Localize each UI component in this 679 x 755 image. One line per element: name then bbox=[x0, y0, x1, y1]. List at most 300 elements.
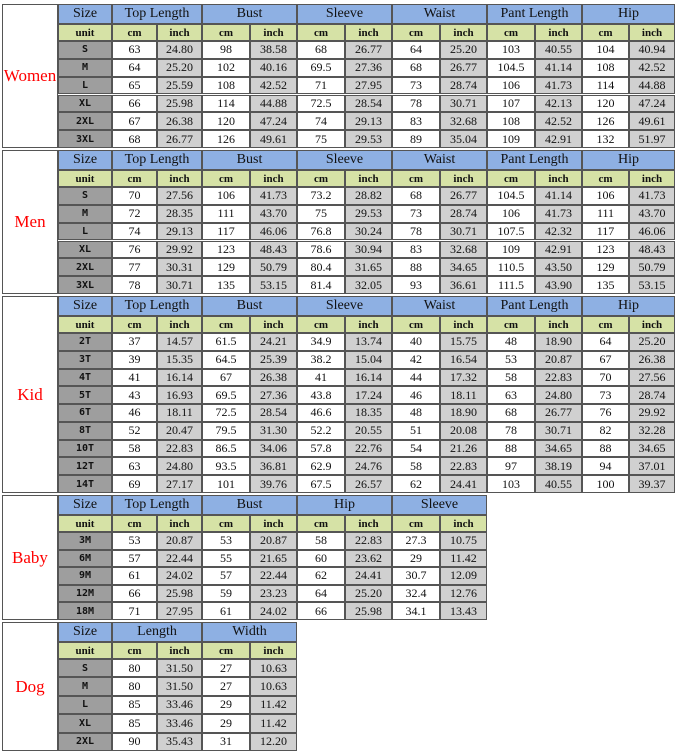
cm-value: 61 bbox=[202, 602, 250, 620]
cm-value: 69.5 bbox=[202, 386, 250, 404]
size-label: S bbox=[58, 187, 112, 205]
inch-value: 47.24 bbox=[250, 112, 297, 130]
inch-value: 22.44 bbox=[250, 567, 297, 585]
cm-unit: cm bbox=[112, 24, 157, 41]
cm-value: 88 bbox=[392, 258, 440, 276]
cm-value: 73 bbox=[392, 205, 440, 223]
inch-value: 21.26 bbox=[440, 440, 487, 458]
inch-value: 53.15 bbox=[250, 276, 297, 294]
inch-value: 25.39 bbox=[250, 351, 297, 369]
cm-value: 27 bbox=[202, 659, 250, 677]
cm-value: 111.5 bbox=[487, 276, 535, 294]
inch-value: 29.92 bbox=[629, 404, 675, 422]
inch-unit: inch bbox=[157, 170, 202, 187]
size-label: 9M bbox=[58, 567, 112, 585]
cm-value: 83 bbox=[392, 112, 440, 130]
inch-value: 15.35 bbox=[157, 351, 202, 369]
cm-value: 93.5 bbox=[202, 457, 250, 475]
cm-value: 67 bbox=[112, 112, 157, 130]
cm-value: 58 bbox=[297, 532, 345, 550]
cm-unit: cm bbox=[202, 515, 250, 532]
cm-value: 58 bbox=[487, 369, 535, 387]
cm-value: 104.5 bbox=[487, 187, 535, 205]
cm-unit: cm bbox=[112, 642, 157, 659]
cm-value: 80.4 bbox=[297, 258, 345, 276]
inch-value: 49.61 bbox=[629, 112, 675, 130]
cm-value: 80 bbox=[112, 677, 157, 695]
inch-value: 43.50 bbox=[535, 258, 582, 276]
cm-value: 30.7 bbox=[392, 567, 440, 585]
cm-value: 104 bbox=[582, 41, 629, 59]
inch-value: 39.76 bbox=[250, 475, 297, 493]
inch-value: 26.38 bbox=[250, 369, 297, 387]
cm-value: 62.9 bbox=[297, 457, 345, 475]
inch-value: 26.77 bbox=[345, 41, 392, 59]
inch-unit: inch bbox=[157, 515, 202, 532]
cm-value: 63 bbox=[112, 41, 157, 59]
cm-value: 68 bbox=[487, 404, 535, 422]
cm-value: 59 bbox=[202, 585, 250, 603]
inch-value: 25.98 bbox=[157, 585, 202, 603]
cm-unit: cm bbox=[582, 170, 629, 187]
inch-value: 22.83 bbox=[440, 457, 487, 475]
size-label: 14T bbox=[58, 475, 112, 493]
measure-header: Bust bbox=[202, 296, 297, 316]
inch-value: 27.17 bbox=[157, 475, 202, 493]
size-label: 6M bbox=[58, 550, 112, 568]
inch-value: 28.54 bbox=[345, 95, 392, 113]
cm-value: 70 bbox=[112, 187, 157, 205]
cm-value: 46 bbox=[112, 404, 157, 422]
measure-header: Sleeve bbox=[297, 4, 392, 24]
inch-value: 31.30 bbox=[250, 422, 297, 440]
cm-value: 74 bbox=[112, 223, 157, 241]
inch-unit: inch bbox=[345, 24, 392, 41]
cm-value: 66 bbox=[297, 602, 345, 620]
cm-value: 78 bbox=[112, 276, 157, 294]
size-label: 4T bbox=[58, 369, 112, 387]
cm-value: 61.5 bbox=[202, 333, 250, 351]
cm-value: 110.5 bbox=[487, 258, 535, 276]
cm-unit: cm bbox=[392, 170, 440, 187]
cm-value: 75 bbox=[297, 205, 345, 223]
inch-value: 20.47 bbox=[157, 422, 202, 440]
inch-value: 41.73 bbox=[250, 187, 297, 205]
unit-label: unit bbox=[58, 642, 112, 659]
cm-value: 55 bbox=[202, 550, 250, 568]
cm-value: 129 bbox=[202, 258, 250, 276]
size-label: 3XL bbox=[58, 276, 112, 294]
cm-value: 46 bbox=[392, 386, 440, 404]
cm-value: 71 bbox=[297, 77, 345, 95]
cm-value: 85 bbox=[112, 696, 157, 714]
cm-unit: cm bbox=[297, 170, 345, 187]
cm-value: 83 bbox=[392, 241, 440, 259]
cm-unit: cm bbox=[202, 642, 250, 659]
cm-value: 108 bbox=[202, 77, 250, 95]
cm-value: 132 bbox=[582, 130, 629, 148]
inch-value: 38.19 bbox=[535, 457, 582, 475]
size-label: L bbox=[58, 696, 112, 714]
inch-value: 16.14 bbox=[157, 369, 202, 387]
inch-value: 41.14 bbox=[535, 59, 582, 77]
size-header: Size bbox=[58, 296, 112, 316]
cm-unit: cm bbox=[392, 316, 440, 333]
inch-value: 30.71 bbox=[535, 422, 582, 440]
inch-value: 28.54 bbox=[250, 404, 297, 422]
inch-value: 14.57 bbox=[157, 333, 202, 351]
inch-value: 25.20 bbox=[157, 59, 202, 77]
inch-value: 30.71 bbox=[440, 223, 487, 241]
inch-value: 21.65 bbox=[250, 550, 297, 568]
inch-unit: inch bbox=[629, 170, 675, 187]
inch-value: 33.46 bbox=[157, 714, 202, 732]
size-label: S bbox=[58, 41, 112, 59]
measure-header: Waist bbox=[392, 150, 487, 170]
inch-value: 10.63 bbox=[250, 659, 297, 677]
cm-value: 102 bbox=[202, 59, 250, 77]
inch-value: 13.74 bbox=[345, 333, 392, 351]
cm-value: 72 bbox=[112, 205, 157, 223]
inch-value: 28.74 bbox=[629, 386, 675, 404]
inch-value: 34.06 bbox=[250, 440, 297, 458]
cm-value: 34.1 bbox=[392, 602, 440, 620]
inch-value: 25.98 bbox=[345, 602, 392, 620]
measure-header: Waist bbox=[392, 4, 487, 24]
inch-value: 42.52 bbox=[629, 59, 675, 77]
cm-value: 93 bbox=[392, 276, 440, 294]
inch-value: 28.74 bbox=[440, 205, 487, 223]
cm-value: 117 bbox=[582, 223, 629, 241]
inch-unit: inch bbox=[250, 316, 297, 333]
cm-value: 74 bbox=[297, 112, 345, 130]
inch-value: 28.35 bbox=[157, 205, 202, 223]
measure-header: Top Length bbox=[112, 495, 202, 515]
cm-value: 41 bbox=[297, 369, 345, 387]
inch-value: 42.52 bbox=[250, 77, 297, 95]
inch-value: 30.71 bbox=[440, 95, 487, 113]
cm-value: 76 bbox=[112, 241, 157, 259]
cm-value: 114 bbox=[202, 95, 250, 113]
inch-value: 24.41 bbox=[345, 567, 392, 585]
cm-unit: cm bbox=[487, 170, 535, 187]
unit-label: unit bbox=[58, 515, 112, 532]
cm-value: 135 bbox=[202, 276, 250, 294]
inch-unit: inch bbox=[440, 24, 487, 41]
cm-value: 61 bbox=[112, 567, 157, 585]
inch-unit: inch bbox=[250, 24, 297, 41]
category-label: Men bbox=[2, 150, 58, 294]
inch-value: 25.20 bbox=[345, 585, 392, 603]
inch-value: 27.36 bbox=[250, 386, 297, 404]
measure-header: Sleeve bbox=[297, 150, 392, 170]
cm-value: 67 bbox=[582, 351, 629, 369]
inch-value: 11.42 bbox=[250, 696, 297, 714]
cm-value: 104.5 bbox=[487, 59, 535, 77]
cm-value: 32.4 bbox=[392, 585, 440, 603]
size-label: 2T bbox=[58, 333, 112, 351]
cm-value: 129 bbox=[582, 258, 629, 276]
inch-value: 40.55 bbox=[535, 475, 582, 493]
inch-value: 28.74 bbox=[440, 77, 487, 95]
measure-header: Hip bbox=[582, 296, 675, 316]
cm-value: 135 bbox=[582, 276, 629, 294]
cm-value: 72.5 bbox=[297, 95, 345, 113]
cm-value: 111 bbox=[202, 205, 250, 223]
cm-value: 63 bbox=[487, 386, 535, 404]
cm-value: 80 bbox=[112, 659, 157, 677]
inch-value: 51.97 bbox=[629, 130, 675, 148]
cm-value: 97 bbox=[487, 457, 535, 475]
inch-value: 22.76 bbox=[345, 440, 392, 458]
inch-value: 43.70 bbox=[250, 205, 297, 223]
cm-value: 44 bbox=[392, 369, 440, 387]
inch-value: 22.44 bbox=[157, 550, 202, 568]
inch-value: 48.43 bbox=[629, 241, 675, 259]
cm-value: 117 bbox=[202, 223, 250, 241]
inch-value: 29.92 bbox=[157, 241, 202, 259]
inch-unit: inch bbox=[157, 642, 202, 659]
inch-value: 20.55 bbox=[345, 422, 392, 440]
measure-header: Top Length bbox=[112, 150, 202, 170]
cm-value: 29 bbox=[392, 550, 440, 568]
inch-unit: inch bbox=[250, 515, 297, 532]
inch-value: 17.32 bbox=[440, 369, 487, 387]
measure-header: Sleeve bbox=[297, 296, 392, 316]
cm-value: 88 bbox=[487, 440, 535, 458]
inch-value: 34.65 bbox=[629, 440, 675, 458]
cm-value: 68 bbox=[112, 130, 157, 148]
inch-value: 26.77 bbox=[157, 130, 202, 148]
inch-value: 23.23 bbox=[250, 585, 297, 603]
cm-value: 52 bbox=[112, 422, 157, 440]
cm-value: 29 bbox=[202, 714, 250, 732]
inch-value: 50.79 bbox=[250, 258, 297, 276]
inch-value: 16.93 bbox=[157, 386, 202, 404]
cm-value: 29 bbox=[202, 696, 250, 714]
cm-unit: cm bbox=[297, 24, 345, 41]
inch-value: 18.90 bbox=[440, 404, 487, 422]
cm-unit: cm bbox=[112, 170, 157, 187]
inch-unit: inch bbox=[440, 515, 487, 532]
cm-value: 78 bbox=[487, 422, 535, 440]
cm-value: 76.8 bbox=[297, 223, 345, 241]
inch-value: 34.65 bbox=[535, 440, 582, 458]
inch-value: 27.36 bbox=[345, 59, 392, 77]
cm-value: 85 bbox=[112, 714, 157, 732]
inch-value: 32.05 bbox=[345, 276, 392, 294]
inch-value: 35.04 bbox=[440, 130, 487, 148]
inch-value: 18.35 bbox=[345, 404, 392, 422]
unit-label: unit bbox=[58, 24, 112, 41]
cm-value: 67.5 bbox=[297, 475, 345, 493]
inch-value: 12.20 bbox=[250, 733, 297, 751]
inch-value: 24.76 bbox=[345, 457, 392, 475]
cm-value: 42 bbox=[392, 351, 440, 369]
inch-value: 22.83 bbox=[157, 440, 202, 458]
cm-value: 100 bbox=[582, 475, 629, 493]
inch-value: 24.41 bbox=[440, 475, 487, 493]
cm-value: 41 bbox=[112, 369, 157, 387]
size-label: 3XL bbox=[58, 130, 112, 148]
inch-value: 40.16 bbox=[250, 59, 297, 77]
cm-value: 53 bbox=[487, 351, 535, 369]
cm-value: 64.5 bbox=[202, 351, 250, 369]
inch-value: 22.83 bbox=[345, 532, 392, 550]
cm-value: 51 bbox=[392, 422, 440, 440]
inch-value: 27.95 bbox=[345, 77, 392, 95]
cm-value: 46.6 bbox=[297, 404, 345, 422]
cm-value: 39 bbox=[112, 351, 157, 369]
cm-value: 64 bbox=[582, 333, 629, 351]
measure-header: Width bbox=[202, 622, 297, 642]
inch-value: 25.98 bbox=[157, 95, 202, 113]
inch-value: 20.87 bbox=[535, 351, 582, 369]
cm-value: 75 bbox=[297, 130, 345, 148]
measure-header: Pant Length bbox=[487, 150, 582, 170]
unit-label: unit bbox=[58, 316, 112, 333]
inch-value: 53.15 bbox=[629, 276, 675, 294]
cm-value: 89 bbox=[392, 130, 440, 148]
inch-value: 25.20 bbox=[440, 41, 487, 59]
cm-value: 43.8 bbox=[297, 386, 345, 404]
size-label: 12T bbox=[58, 457, 112, 475]
cm-unit: cm bbox=[297, 316, 345, 333]
inch-value: 42.13 bbox=[535, 95, 582, 113]
measure-header: Sleeve bbox=[392, 495, 487, 515]
inch-value: 35.43 bbox=[157, 733, 202, 751]
inch-value: 31.65 bbox=[345, 258, 392, 276]
measure-header: Length bbox=[112, 622, 202, 642]
cm-value: 64 bbox=[297, 585, 345, 603]
inch-unit: inch bbox=[250, 170, 297, 187]
size-label: 2XL bbox=[58, 258, 112, 276]
cm-value: 106 bbox=[487, 77, 535, 95]
inch-value: 12.09 bbox=[440, 567, 487, 585]
size-label: XL bbox=[58, 714, 112, 732]
inch-unit: inch bbox=[535, 316, 582, 333]
cm-value: 60 bbox=[297, 550, 345, 568]
inch-value: 13.43 bbox=[440, 602, 487, 620]
size-label: L bbox=[58, 223, 112, 241]
cm-value: 57 bbox=[112, 550, 157, 568]
inch-unit: inch bbox=[629, 316, 675, 333]
size-label: 5T bbox=[58, 386, 112, 404]
cm-value: 106 bbox=[582, 187, 629, 205]
inch-value: 48.43 bbox=[250, 241, 297, 259]
inch-value: 42.91 bbox=[535, 241, 582, 259]
inch-unit: inch bbox=[440, 170, 487, 187]
cm-value: 107 bbox=[487, 95, 535, 113]
size-label: 12M bbox=[58, 585, 112, 603]
cm-value: 52.2 bbox=[297, 422, 345, 440]
inch-value: 47.24 bbox=[629, 95, 675, 113]
cm-value: 103 bbox=[487, 41, 535, 59]
size-label: 8T bbox=[58, 422, 112, 440]
cm-value: 126 bbox=[582, 112, 629, 130]
cm-unit: cm bbox=[202, 316, 250, 333]
inch-value: 38.58 bbox=[250, 41, 297, 59]
cm-value: 70 bbox=[582, 369, 629, 387]
cm-value: 69 bbox=[112, 475, 157, 493]
measure-header: Top Length bbox=[112, 4, 202, 24]
cm-value: 54 bbox=[392, 440, 440, 458]
inch-value: 24.02 bbox=[250, 602, 297, 620]
cm-value: 86.5 bbox=[202, 440, 250, 458]
cm-value: 43 bbox=[112, 386, 157, 404]
inch-value: 16.14 bbox=[345, 369, 392, 387]
inch-value: 26.38 bbox=[157, 112, 202, 130]
measure-header: Pant Length bbox=[487, 4, 582, 24]
cm-value: 58 bbox=[392, 457, 440, 475]
cm-value: 108 bbox=[487, 112, 535, 130]
inch-value: 25.59 bbox=[157, 77, 202, 95]
cm-value: 106 bbox=[487, 205, 535, 223]
cm-unit: cm bbox=[392, 515, 440, 532]
inch-value: 26.57 bbox=[345, 475, 392, 493]
inch-value: 28.82 bbox=[345, 187, 392, 205]
size-label: M bbox=[58, 59, 112, 77]
cm-unit: cm bbox=[392, 24, 440, 41]
cm-value: 62 bbox=[392, 475, 440, 493]
cm-value: 37 bbox=[112, 333, 157, 351]
cm-unit: cm bbox=[112, 316, 157, 333]
inch-value: 32.68 bbox=[440, 241, 487, 259]
size-label: L bbox=[58, 77, 112, 95]
cm-value: 78 bbox=[392, 223, 440, 241]
inch-value: 36.81 bbox=[250, 457, 297, 475]
cm-value: 73 bbox=[392, 77, 440, 95]
cm-value: 72.5 bbox=[202, 404, 250, 422]
size-label: XL bbox=[58, 95, 112, 113]
inch-value: 12.76 bbox=[440, 585, 487, 603]
inch-value: 49.61 bbox=[250, 130, 297, 148]
cm-value: 68 bbox=[297, 41, 345, 59]
size-label: M bbox=[58, 205, 112, 223]
inch-value: 18.11 bbox=[157, 404, 202, 422]
cm-unit: cm bbox=[487, 24, 535, 41]
inch-value: 43.90 bbox=[535, 276, 582, 294]
cm-value: 31 bbox=[202, 733, 250, 751]
inch-value: 20.87 bbox=[250, 532, 297, 550]
inch-value: 26.77 bbox=[535, 404, 582, 422]
inch-value: 27.56 bbox=[629, 369, 675, 387]
cm-value: 82 bbox=[582, 422, 629, 440]
cm-value: 64 bbox=[392, 41, 440, 59]
inch-value: 42.91 bbox=[535, 130, 582, 148]
cm-value: 111 bbox=[582, 205, 629, 223]
inch-value: 41.73 bbox=[629, 187, 675, 205]
size-header: Size bbox=[58, 495, 112, 515]
measure-header: Top Length bbox=[112, 296, 202, 316]
cm-value: 79.5 bbox=[202, 422, 250, 440]
inch-unit: inch bbox=[629, 24, 675, 41]
size-label: 2XL bbox=[58, 733, 112, 751]
size-label: 3T bbox=[58, 351, 112, 369]
inch-value: 20.08 bbox=[440, 422, 487, 440]
inch-value: 50.79 bbox=[629, 258, 675, 276]
size-label: 18M bbox=[58, 602, 112, 620]
inch-value: 36.61 bbox=[440, 276, 487, 294]
cm-value: 103 bbox=[487, 475, 535, 493]
cm-value: 120 bbox=[582, 95, 629, 113]
inch-value: 18.90 bbox=[535, 333, 582, 351]
inch-value: 24.80 bbox=[535, 386, 582, 404]
cm-value: 66 bbox=[112, 95, 157, 113]
measure-header: Bust bbox=[202, 150, 297, 170]
category-label: Baby bbox=[2, 495, 58, 620]
inch-value: 31.50 bbox=[157, 659, 202, 677]
